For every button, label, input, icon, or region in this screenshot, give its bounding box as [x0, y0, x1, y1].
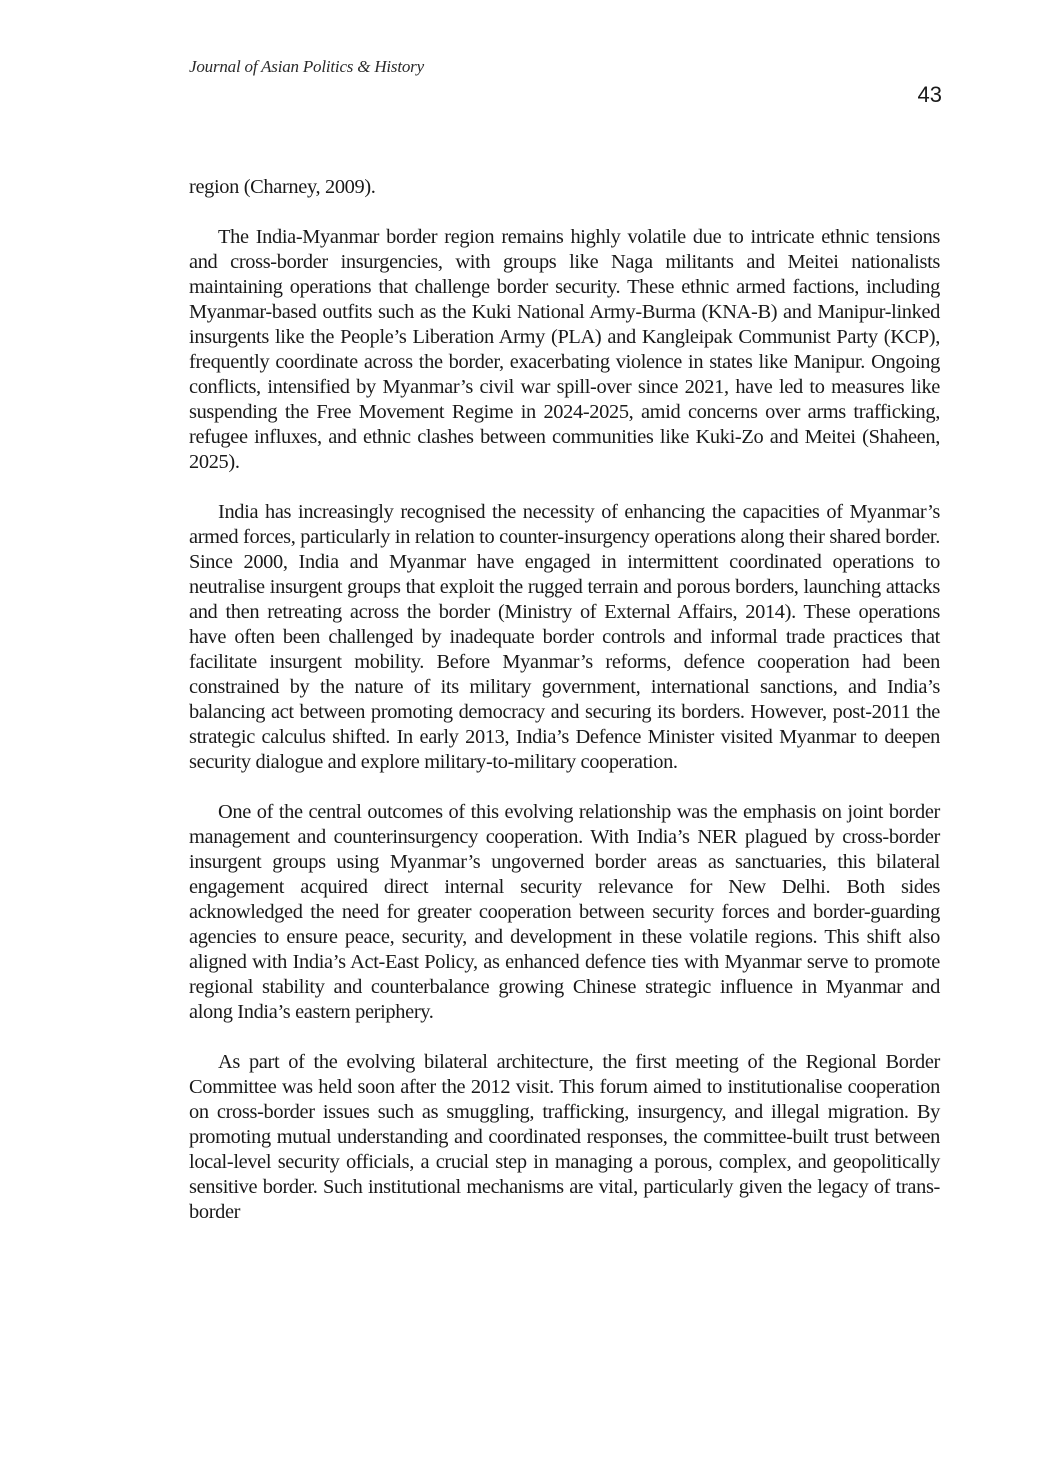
- running-head-journal-title: Journal of Asian Politics & History: [189, 57, 424, 76]
- paragraph-regional-border-committee: As part of the evolving bilateral architecture, the first meeting of the Regional Border Committee was held soon after the 2012 visit. This forum aimed to institutionalise cooperation on cross-border issues such as smuggling, trafficking, insurgency, and illegal migration. By promoting mutual understanding and coordinated responses, the committee-built trust between local-level security officials, a crucial step in managing a porous, complex, and geopolitically sensitive border. Such institutional mechanisms are vital, particularly given the legacy of trans-border: [189, 1051, 940, 1223]
- page-number: 43: [917, 82, 942, 107]
- paragraph-border-volatility: The India-Myanmar border region remains highly volatile due to intricate ethnic tensions and cross-border insurgencies, with groups like Naga militants and Meitei nationalists maintaining operations that challenge border security. These ethnic armed factions, including Myanmar-based outfits such as the Kuki National Army-Burma (KNA-B) and Manipur-linked insurgents like the People’s Liberation Army (PLA) and Kangleipak Communist Party (KCP), frequently coordinate across the border, exacerbating violence in states like Manipur. Ongoing conflicts, intensified by Myanmar’s civil war spill-over since 2021, have led to measures like suspending the Free Movement Regime in 2024-2025, amid concerns over arms trafficking, refugee influxes, and ethnic clashes between communities like Kuki-Zo and Meitei (Shaheen, 2025).: [189, 226, 940, 473]
- paragraph-armed-forces-capacity: India has increasingly recognised the necessity of enhancing the capacities of Myanmar’s armed forces, particularly in relation to counter-insurgency operations along their shared border. Since 2000, India and Myanmar have engaged in intermittent coordinated operations to neutralise insurgent groups that exploit the rugged terrain and porous borders, launching attacks and then retreating across the border (Ministry of External Affairs, 2014). These operations have often been challenged by inadequate border controls and informal trade practices that facilitate insurgent mobility. Before Myanmar’s reforms, defence cooperation had been constrained by the nature of its military government, international sanctions, and India’s balancing act between promoting democracy and securing its borders. However, post-2011 the strategic calculus shifted. In early 2013, India’s Defence Minister visited Myanmar to deepen security dialogue and explore military-to-military cooperation.: [189, 501, 940, 773]
- body-text: [189, 175, 940, 1250]
- paragraph-continuation: region (Charney, 2009).: [189, 176, 376, 198]
- paragraph-border-management: One of the central outcomes of this evolving relationship was the emphasis on joint border management and counterinsurgency cooperation. With India’s NER plagued by cross-border insurgent groups using Myanmar’s ungoverned border areas as sanctuaries, this bilateral engagement acquired direct internal security relevance for New Delhi. Both sides acknowledged the need for greater cooperation between security forces and border-guarding agencies to ensure peace, security, and development in these volatile regions. This shift also aligned with India’s Act-East Policy, as enhanced defence ties with Myanmar serve to promote regional stability and counterbalance growing Chinese strategic influence in Myanmar and along India’s eastern periphery.: [189, 801, 940, 1023]
